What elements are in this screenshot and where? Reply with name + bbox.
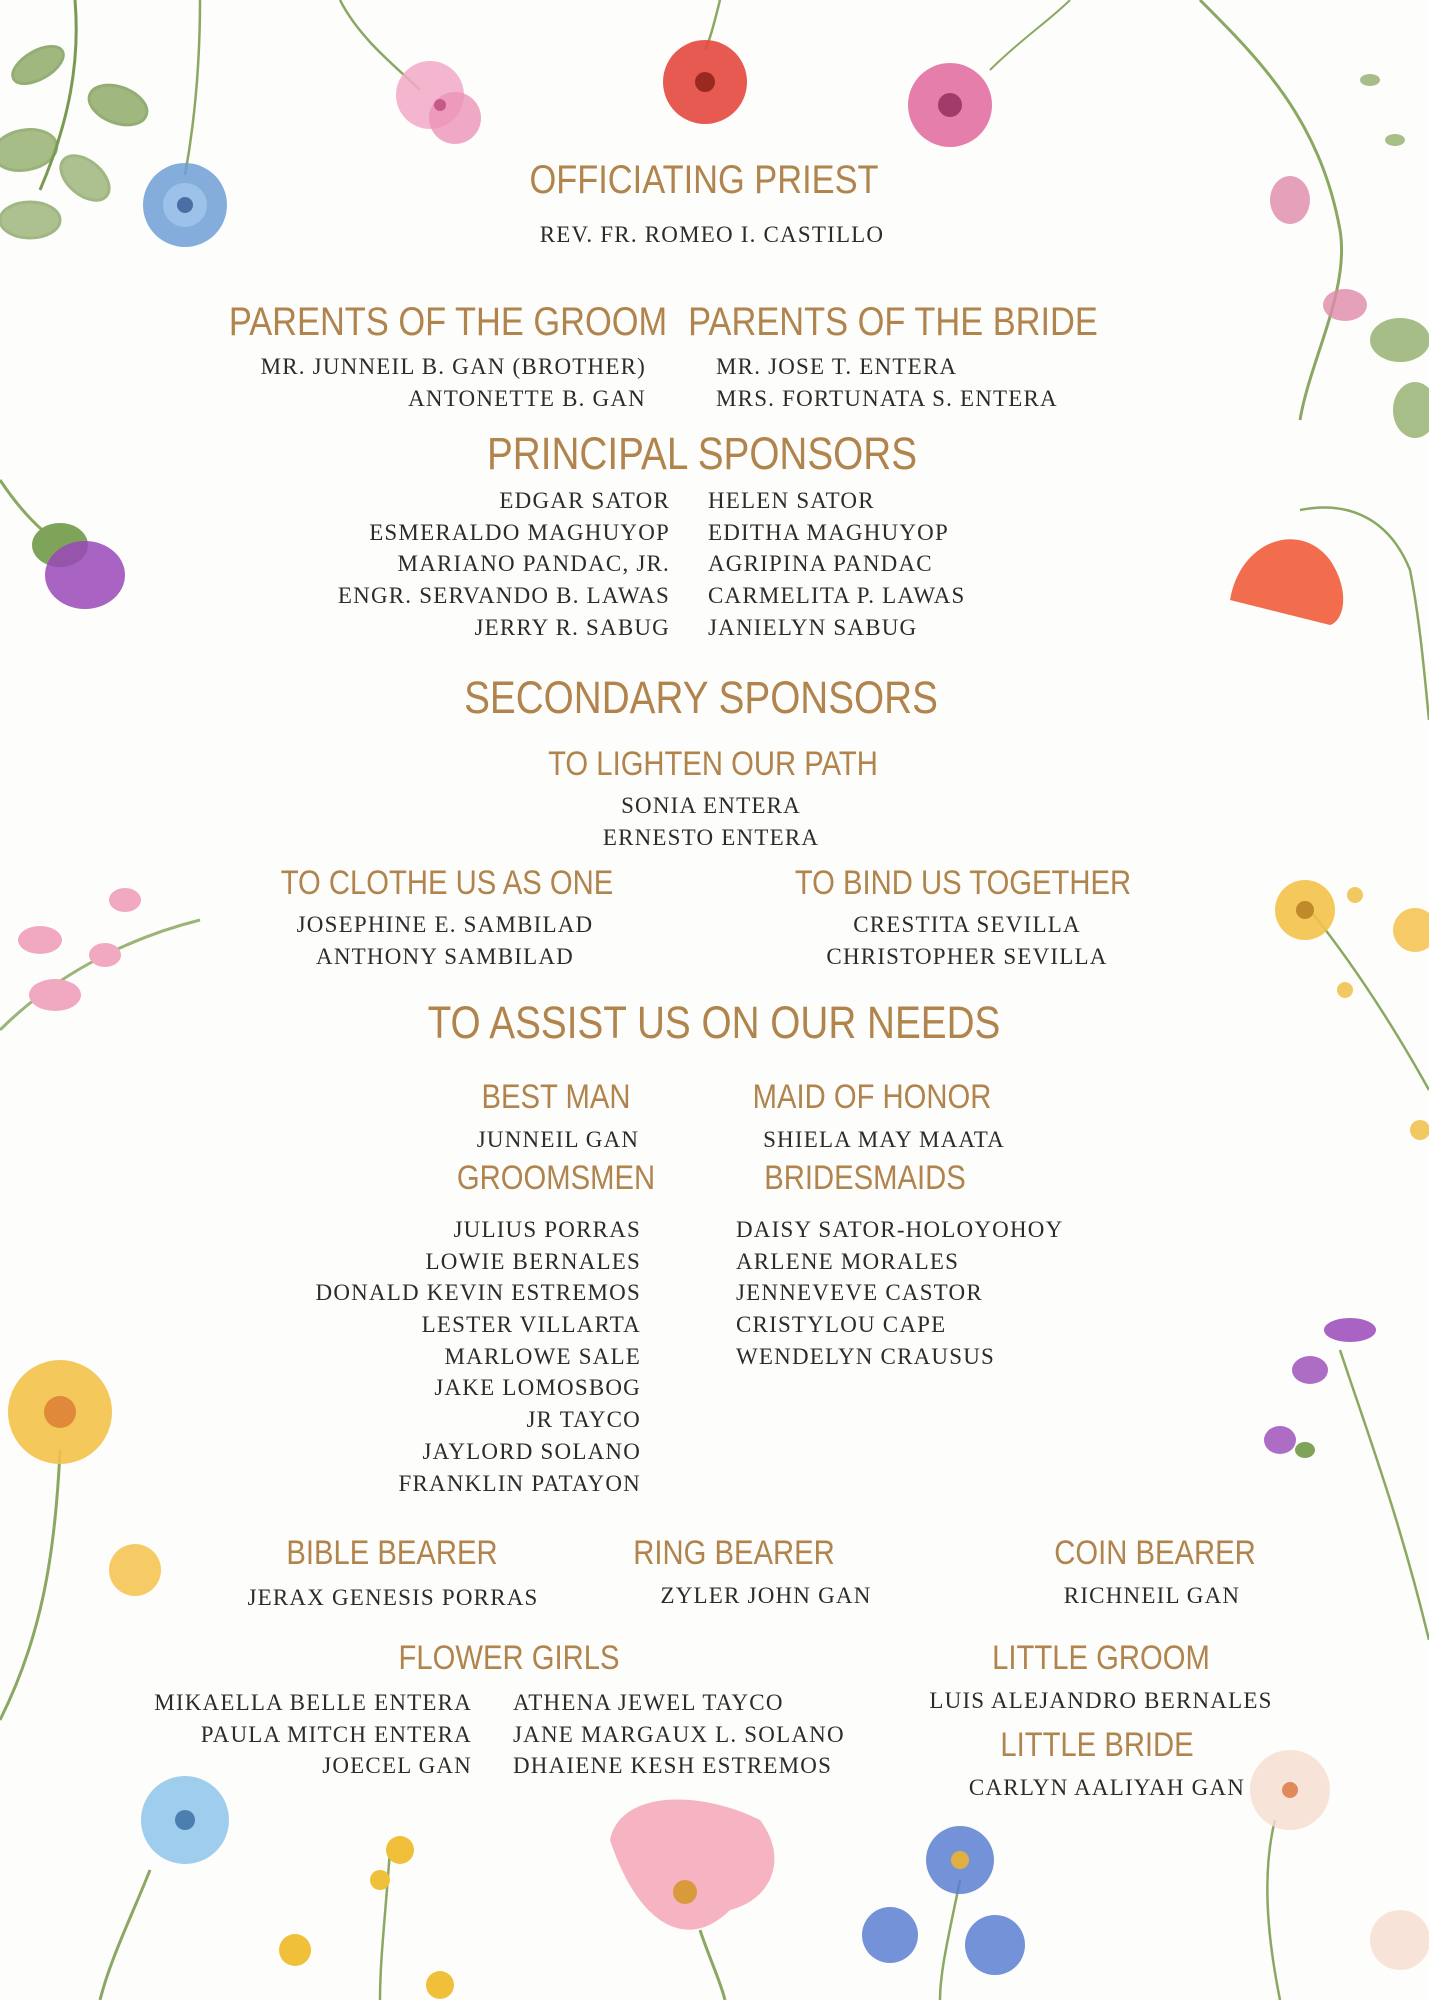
to-bind-us-together-list — [826, 909, 1107, 972]
list-item: JANE MARGAUX L. SOLANO — [513, 1721, 845, 1747]
list-item: JR TAYCO — [526, 1407, 641, 1433]
to-bind-us-together-heading: TO BIND US TOGETHER — [794, 864, 1132, 902]
list-item: LESTER VILLARTA — [421, 1312, 641, 1338]
list-item: LOWIE BERNALES — [425, 1248, 641, 1274]
best-man-name: JUNNEIL GAN — [476, 1127, 640, 1152]
yellow-buttercup-right-icon — [1275, 880, 1429, 1140]
right-top-leaves-icon — [1360, 74, 1429, 438]
list-item: DONALD KEVIN ESTREMOS — [315, 1280, 641, 1306]
purple-thistle-icon — [32, 523, 125, 609]
secondary-sponsors-heading: SECONDARY SPONSORS — [464, 672, 938, 723]
blue-flower-bottom-left-icon — [100, 1776, 229, 2000]
list-item: CRISTYLOU CAPE — [736, 1312, 947, 1338]
list-item: CARMELITA P. LAWAS — [708, 583, 966, 609]
coin-bearer-name: RICHNEIL GAN — [1063, 1583, 1241, 1608]
list-item: ANTONETTE B. GAN — [408, 385, 646, 411]
bridesmaids-list — [736, 1214, 1063, 1372]
list-item: CRESTITA SEVILLA — [853, 912, 1081, 937]
list-item: DHAIENE KESH ESTREMOS — [513, 1753, 833, 1779]
blue-cornflower-icon — [143, 163, 227, 247]
blue-asters-bottom-icon — [862, 1826, 1025, 2000]
parents-of-bride-heading: PARENTS OF THE BRIDE — [688, 300, 1098, 344]
pink-poppy-bottom-icon — [610, 1800, 774, 2000]
list-item: MR. JOSE T. ENTERA — [716, 354, 958, 379]
to-assist-us-heading: TO ASSIST US ON OUR NEEDS — [427, 997, 1001, 1048]
purple-wildflowers-right-icon — [1264, 1318, 1429, 1640]
list-item: PAULA MITCH ENTERA — [200, 1721, 472, 1747]
to-lighten-our-path-list — [603, 790, 819, 853]
list-item: MR. JUNNEIL B. GAN (BROTHER) — [260, 354, 646, 379]
list-item: JOECEL GAN — [322, 1753, 472, 1779]
list-item: ENGR. SERVANDO B. LAWAS — [337, 583, 670, 609]
right-top-buds-icon — [1270, 176, 1367, 321]
list-item: MRS. FORTUNATA S. ENTERA — [716, 385, 1058, 411]
top-left-leaves-icon — [0, 0, 152, 238]
officiating-priest-name: REV. FR. ROMEO I. CASTILLO — [539, 222, 885, 247]
list-item: ANTHONY SAMBILAD — [316, 943, 574, 969]
yellow-daisy-left-icon — [0, 1360, 161, 1720]
list-item: ERNESTO ENTERA — [602, 824, 820, 850]
list-item: JOSEPHINE E. SAMBILAD — [296, 912, 594, 937]
ring-bearer-name: ZYLER JOHN GAN — [660, 1583, 872, 1608]
ring-bearer-heading: RING BEARER — [633, 1534, 835, 1572]
bridesmaids-heading: BRIDESMAIDS — [764, 1159, 966, 1197]
list-item: HELEN SATOR — [708, 488, 875, 513]
parents-of-groom-list — [261, 351, 646, 414]
to-clothe-us-as-one-heading: TO CLOTHE US AS ONE — [280, 864, 614, 902]
list-item: JENNEVEVE CASTOR — [736, 1280, 983, 1306]
groomsmen-list — [316, 1214, 641, 1499]
list-item: CHRISTOPHER SEVILLA — [826, 943, 1108, 969]
flower-girls-right-list — [513, 1687, 845, 1782]
to-lighten-our-path-heading: TO LIGHTEN OUR PATH — [548, 745, 878, 783]
maid-of-honor-heading: MAID OF HONOR — [752, 1078, 992, 1116]
principal-sponsors-right-list — [708, 485, 966, 643]
red-poppy-top-icon — [663, 40, 747, 124]
yellow-sprigs-bottom-icon — [279, 1836, 454, 2000]
white-flower-bottom-right-icon — [1250, 1750, 1429, 2000]
little-bride-name: CARLYN AALIYAH GAN — [968, 1775, 1246, 1800]
bible-bearer-name: JERAX GENESIS PORRAS — [247, 1585, 539, 1610]
flower-girls-left-list — [154, 1687, 472, 1782]
list-item: SONIA ENTERA — [621, 793, 801, 818]
pink-blossom-top-icon — [396, 61, 481, 144]
maid-of-honor-name: SHIELA MAY MAATA — [763, 1127, 1005, 1152]
list-item: MIKAELLA BELLE ENTERA — [154, 1690, 472, 1715]
list-item: JERRY R. SABUG — [474, 614, 670, 640]
list-item: JAYLORD SOLANO — [422, 1438, 641, 1464]
little-groom-name: LUIS ALEJANDRO BERNALES — [929, 1688, 1273, 1713]
little-bride-heading: LITTLE BRIDE — [1000, 1726, 1194, 1764]
list-item: JULIUS PORRAS — [453, 1217, 641, 1242]
list-item: FRANKLIN PATAYON — [398, 1470, 641, 1496]
pink-snapdragon-left-icon — [0, 888, 200, 1030]
parents-of-groom-heading: PARENTS OF THE GROOM — [228, 300, 668, 344]
list-item: EDITHA MAGHUYOP — [708, 519, 949, 545]
bible-bearer-heading: BIBLE BEARER — [286, 1534, 498, 1572]
list-item: AGRIPINA PANDAC — [708, 551, 933, 577]
best-man-heading: BEST MAN — [481, 1078, 631, 1116]
coin-bearer-heading: COIN BEARER — [1054, 1534, 1256, 1572]
parents-of-bride-list — [716, 351, 1058, 414]
list-item: ATHENA JEWEL TAYCO — [513, 1690, 784, 1715]
flower-girls-heading: FLOWER GIRLS — [398, 1639, 620, 1677]
list-item: ARLENE MORALES — [736, 1248, 960, 1274]
list-item: DAISY SATOR-HOLOYOHOY — [736, 1217, 1064, 1242]
list-item: MARIANO PANDAC, JR. — [397, 551, 670, 577]
principal-sponsors-left-list — [338, 485, 670, 643]
list-item: JAKE LOMOSBOG — [434, 1375, 641, 1401]
little-groom-heading: LITTLE GROOM — [992, 1639, 1210, 1677]
list-item: WENDELYN CRAUSUS — [736, 1343, 996, 1369]
orange-poppy-right-icon — [1230, 539, 1343, 625]
list-item: MARLOWE SALE — [444, 1343, 641, 1369]
groomsmen-heading: GROOMSMEN — [456, 1159, 656, 1197]
pink-daisy-top-icon — [908, 63, 992, 147]
list-item: EDGAR SATOR — [499, 488, 670, 513]
list-item: ESMERALDO MAGHUYOP — [369, 519, 670, 545]
list-item: JANIELYN SABUG — [708, 614, 918, 640]
principal-sponsors-heading: PRINCIPAL SPONSORS — [486, 428, 918, 479]
to-clothe-us-as-one-list — [297, 909, 594, 972]
officiating-priest-heading: OFFICIATING PRIEST — [529, 158, 879, 202]
